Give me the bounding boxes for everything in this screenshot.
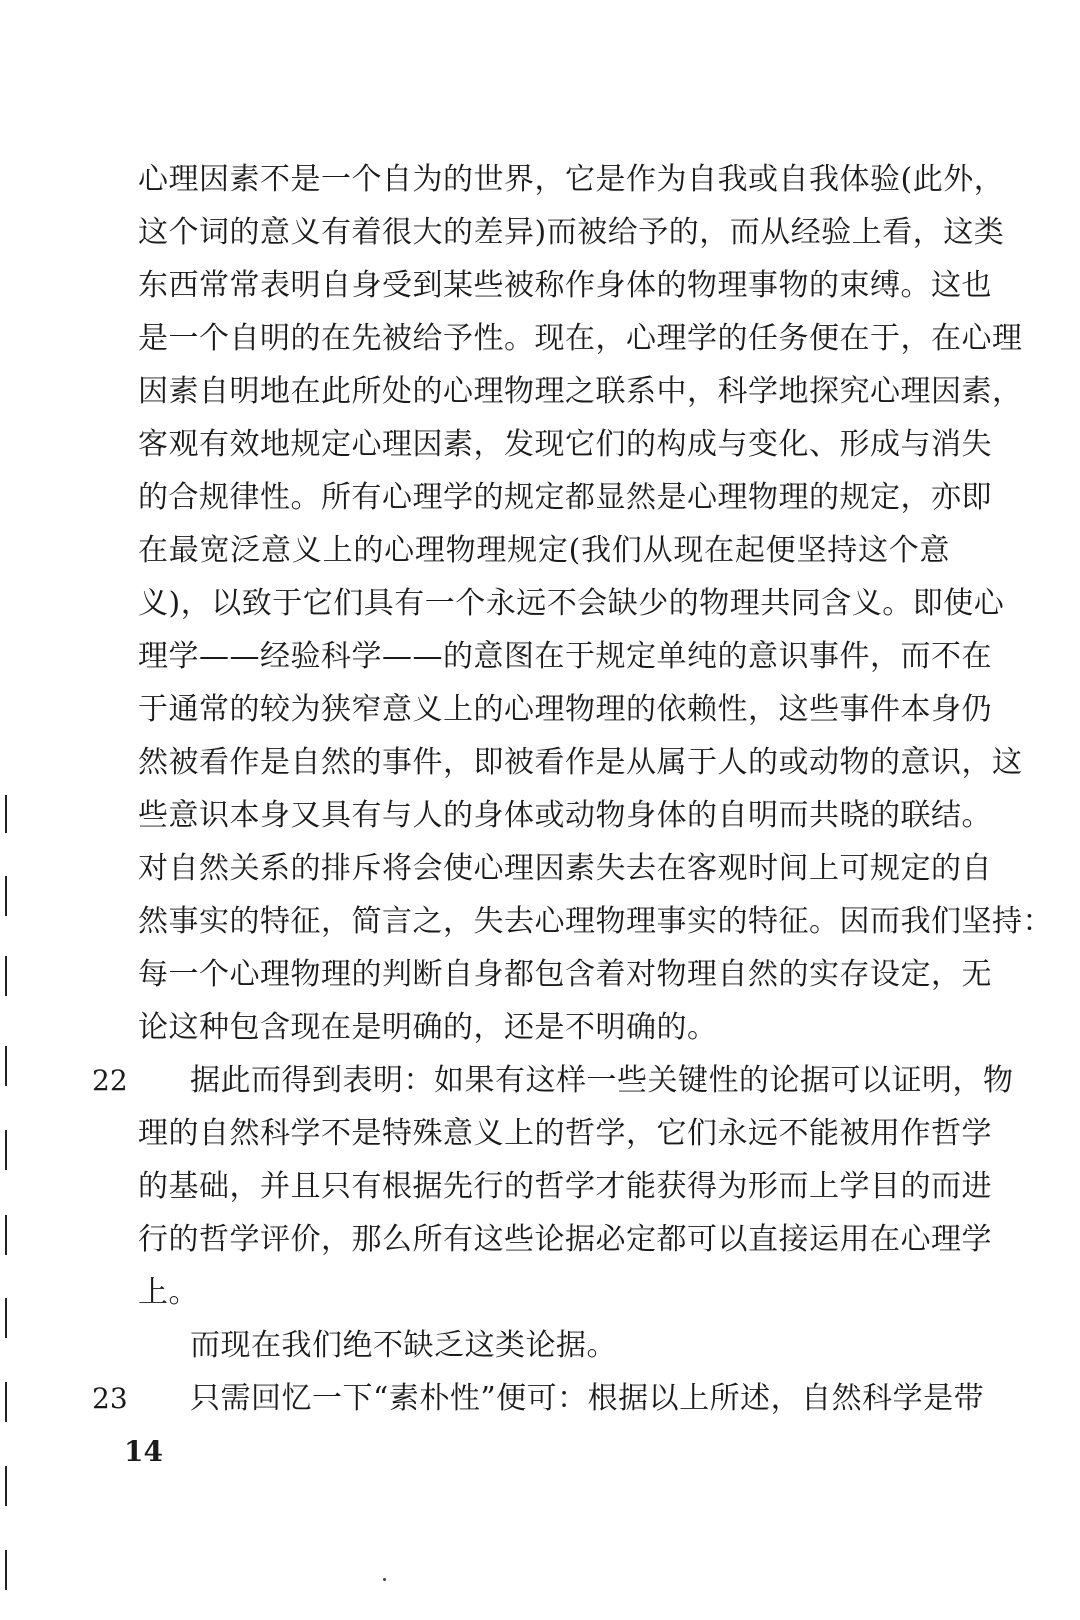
- scan-margin-mark: [5, 956, 7, 996]
- text-line: 些意识本身又具有与人的身体或动物身体的自明而共晓的联结。: [138, 798, 992, 833]
- scan-margin-mark: [5, 1466, 7, 1506]
- scan-margin-mark: [5, 795, 7, 833]
- text-line: 于通常的较为狭窄意义上的心理物理的依赖性，这些事件本身仍: [138, 692, 992, 727]
- scan-margin-mark: [5, 1130, 7, 1170]
- text-line: 每一个心理物理的判断自身都包含着对物理自然的实存设定，无: [138, 957, 992, 992]
- text-line: 理的自然科学不是特殊意义上的哲学，它们永远不能被用作哲学: [138, 1116, 992, 1151]
- scan-margin-mark: [5, 876, 7, 916]
- text-line: 论这种包含现在是明确的，还是不明确的。: [138, 1010, 718, 1045]
- text-line: 然被看作是自然的事件，即被看作是从属于人的或动物的意识，这: [138, 745, 1023, 780]
- text-line: 因素自明地在此所处的心理物理之联系中，科学地探究心理因素，: [138, 374, 1023, 409]
- scan-speck: [383, 1578, 386, 1581]
- text-line: 是一个自明的在先被给予性。现在，心理学的任务便在于，在心理: [138, 321, 1023, 356]
- scan-margin-mark: [5, 1215, 7, 1255]
- scan-margin-mark: [5, 1382, 7, 1422]
- text-line: 只需回忆一下“素朴性”便可：根据以上所述，自然科学是带: [190, 1381, 985, 1416]
- paragraph-number: 23: [92, 1382, 128, 1415]
- text-line: 然事实的特征，简言之，失去心理物理事实的特征。因而我们坚持：: [138, 904, 1053, 939]
- text-line: 这个词的意义有着很大的差异)而被给予的，而从经验上看，这类: [138, 215, 1005, 250]
- text-line: 的基础，并且只有根据先行的哲学才能获得为形而上学目的而进: [138, 1169, 992, 1204]
- text-line: 义)，以致于它们具有一个永远不会缺少的物理共同含义。即使心: [138, 586, 1005, 621]
- text-line: 行的哲学评价，那么所有这些论据必定都可以直接运用在心理学: [138, 1222, 992, 1257]
- text-line: 在最宽泛意义上的心理物理规定(我们从现在起便坚持这个意: [138, 533, 950, 568]
- text-line: 对自然关系的排斥将会使心理因素失去在客观时间上可规定的自: [138, 851, 992, 886]
- text-line: 东西常常表明自身受到某些被称作身体的物理事物的束缚。这也: [138, 268, 992, 303]
- text-line: 心理因素不是一个自为的世界，它是作为自我或自我体验(此外，: [138, 162, 1005, 197]
- paragraph-number: 22: [92, 1064, 128, 1097]
- scan-margin-mark: [5, 1046, 7, 1086]
- page-number: 14: [124, 1435, 163, 1468]
- text-line: 而现在我们绝不缺乏这类论据。: [190, 1328, 617, 1363]
- text-line: 理学——经验科学——的意图在于规定单纯的意识事件，而不在: [138, 639, 992, 674]
- text-line: 上。: [138, 1275, 199, 1310]
- text-line: 的合规律性。所有心理学的规定都显然是心理物理的规定，亦即: [138, 480, 992, 515]
- scan-margin-mark: [5, 1550, 7, 1590]
- text-line: 客观有效地规定心理因素，发现它们的构成与变化、形成与消失: [138, 427, 992, 462]
- scan-margin-mark: [5, 1298, 7, 1338]
- text-line: 据此而得到表明：如果有这样一些关键性的论据可以证明，物: [190, 1063, 1014, 1098]
